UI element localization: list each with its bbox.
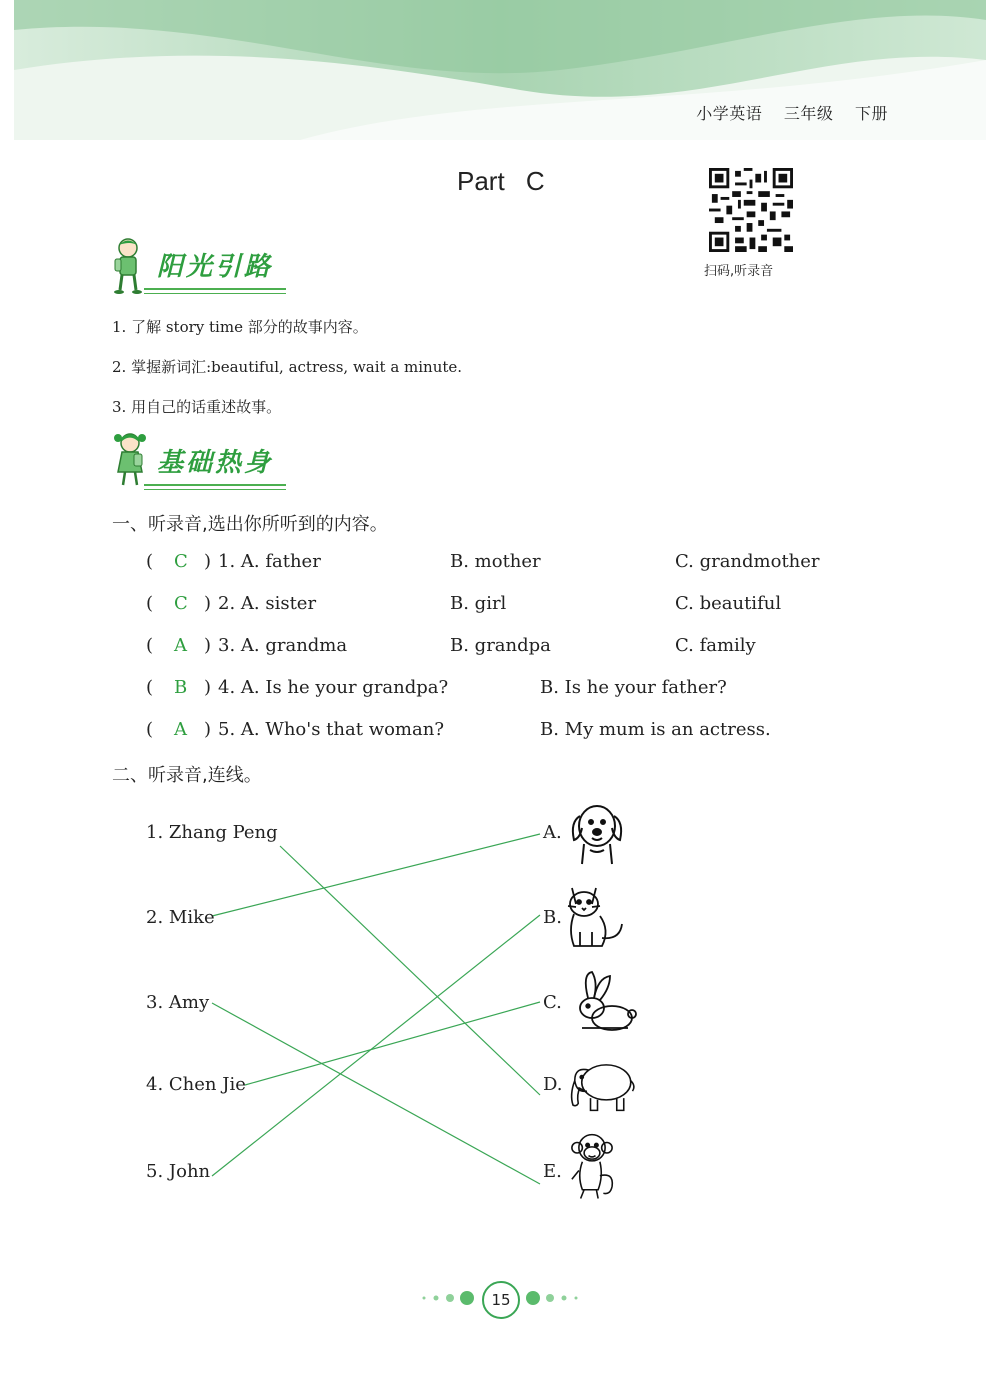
goal-1: 1. 了解 story time 部分的故事内容。: [112, 318, 368, 336]
match-line-4-c: [245, 1002, 540, 1085]
match-line-1-d: [280, 846, 540, 1095]
option-c: C. grandmother: [675, 551, 820, 572]
match-letter-d: D.: [543, 1074, 563, 1095]
option-a: 1. A. father: [218, 551, 321, 572]
match-name-1: 1. Zhang Peng: [146, 822, 278, 843]
section-title-sunshine: 阳光引路: [157, 252, 274, 282]
answer: C: [174, 551, 188, 572]
subject-label: 小学英语: [696, 104, 763, 123]
boy-mascot-icon: [108, 236, 148, 296]
section-rule: [144, 484, 286, 490]
match-letter-b: B.: [543, 907, 562, 928]
match-line-2-a: [212, 834, 540, 916]
option-b: B. My mum is an actress.: [540, 719, 771, 740]
question-1-title: 一、听录音,选出你所听到的内容。: [112, 514, 388, 535]
monkey-icon: [564, 1132, 634, 1202]
match-name-3: 3. Amy: [146, 992, 210, 1013]
grade-label: 三年级: [783, 104, 834, 123]
page-title: Part C: [457, 166, 545, 196]
book-label: [680, 101, 888, 124]
option-b: B. girl: [450, 593, 507, 614]
answer: B: [174, 677, 188, 698]
option-a: 5. A. Who's that woman?: [218, 719, 444, 740]
option-a: 4. A. Is he your grandpa?: [218, 677, 449, 698]
elephant-icon: [566, 1050, 636, 1120]
option-b: B. Is he your father?: [540, 677, 727, 698]
goal-3: 3. 用自己的话重述故事。: [112, 398, 282, 416]
match-line-3-e: [212, 1003, 540, 1184]
cat-icon: [562, 880, 632, 950]
option-c: C. beautiful: [675, 593, 782, 614]
qr-code[interactable]: [708, 168, 794, 252]
match-name-4: 4. Chen Jie: [146, 1074, 246, 1095]
answer: A: [174, 719, 187, 740]
match-letter-e: E.: [543, 1161, 562, 1182]
option-a: 3. A. grandma: [218, 635, 348, 656]
option-b: B. mother: [450, 551, 541, 572]
answer: A: [174, 635, 187, 656]
question-2-title: 二、听录音,连线。: [112, 765, 262, 786]
match-letter-a: A.: [543, 822, 562, 843]
section-title-warmup: 基础热身: [157, 448, 274, 478]
rabbit-icon: [568, 968, 638, 1038]
page-number: 15: [482, 1281, 520, 1319]
answer: C: [174, 593, 188, 614]
option-a: 2. A. sister: [218, 593, 317, 614]
option-b: B. grandpa: [450, 635, 551, 656]
dog-icon: [564, 798, 634, 868]
option-c: C. family: [675, 635, 756, 656]
goal-2: 2. 掌握新词汇:beautiful, actress, wait a minute.: [112, 358, 463, 376]
section-rule: [144, 288, 286, 294]
match-name-2: 2. Mike: [146, 907, 215, 928]
match-name-5: 5. John: [146, 1161, 211, 1182]
match-line-5-b: [212, 915, 540, 1176]
qr-caption: 扫码,听录音: [704, 264, 774, 279]
volume-label: 下册: [854, 104, 888, 123]
match-letter-c: C.: [543, 992, 562, 1013]
girl-mascot-icon: [110, 430, 150, 490]
